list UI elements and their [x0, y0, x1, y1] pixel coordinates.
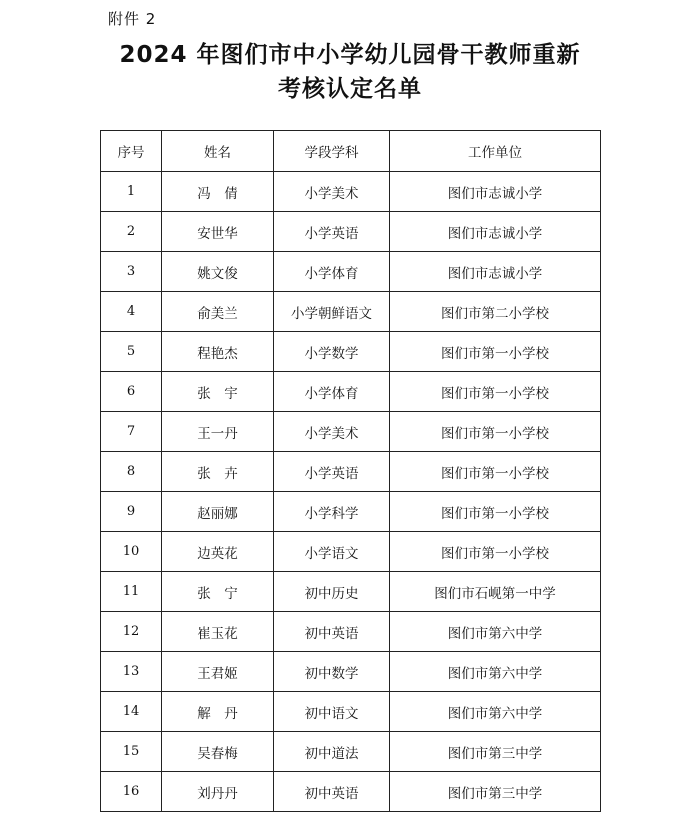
workplace: 图们市第一小学校: [390, 532, 601, 572]
teacher-name: 冯 倩: [162, 172, 274, 212]
row-index: 16: [101, 772, 162, 812]
workplace: 图们市第六中学: [390, 612, 601, 652]
subject: 小学美术: [274, 412, 390, 452]
subject: 初中语文: [274, 692, 390, 732]
subject: 小学英语: [274, 212, 390, 252]
row-index: 5: [101, 332, 162, 372]
table-row: [101, 252, 601, 292]
row-index: 7: [101, 412, 162, 452]
table-row: [101, 532, 601, 572]
table-row: [101, 652, 601, 692]
subject: 小学语文: [274, 532, 390, 572]
table-row: [101, 572, 601, 612]
subject: 小学英语: [274, 452, 390, 492]
attachment-label: 附件 2: [108, 10, 157, 28]
row-index: 11: [101, 572, 162, 612]
teacher-name: 崔玉花: [162, 612, 274, 652]
workplace: 图们市石岘第一中学: [390, 572, 601, 612]
subject: 小学体育: [274, 252, 390, 292]
subject: 小学朝鲜语文: [274, 292, 390, 332]
workplace: 图们市第三中学: [390, 772, 601, 812]
subject: 小学数学: [274, 332, 390, 372]
teacher-name: 刘丹丹: [162, 772, 274, 812]
teacher-name: 张 宁: [162, 572, 274, 612]
workplace: 图们市志诚小学: [390, 172, 601, 212]
workplace: 图们市第一小学校: [390, 452, 601, 492]
teacher-name: 边英花: [162, 532, 274, 572]
teacher-name: 安世华: [162, 212, 274, 252]
subject: 小学美术: [274, 172, 390, 212]
workplace: 图们市第一小学校: [390, 372, 601, 412]
teacher-list-table: [100, 130, 601, 812]
subject: 初中数学: [274, 652, 390, 692]
table-row: [101, 172, 601, 212]
table-row: [101, 412, 601, 452]
teacher-name: 俞美兰: [162, 292, 274, 332]
workplace: 图们市第六中学: [390, 652, 601, 692]
workplace: 图们市第三中学: [390, 732, 601, 772]
subject: 初中英语: [274, 772, 390, 812]
row-index: 8: [101, 452, 162, 492]
teacher-name: 姚文俊: [162, 252, 274, 292]
row-index: 15: [101, 732, 162, 772]
table-row: [101, 492, 601, 532]
teacher-name: 程艳杰: [162, 332, 274, 372]
teacher-name: 赵丽娜: [162, 492, 274, 532]
row-index: 14: [101, 692, 162, 732]
teacher-name: 王君姬: [162, 652, 274, 692]
workplace: 图们市志诚小学: [390, 252, 601, 292]
table-row: [101, 772, 601, 812]
row-index: 10: [101, 532, 162, 572]
table-row: [101, 292, 601, 332]
row-index: 12: [101, 612, 162, 652]
header-workplace: 工作单位: [390, 131, 601, 172]
table-header-row: [101, 131, 601, 172]
teacher-name: 王一丹: [162, 412, 274, 452]
workplace: 图们市第一小学校: [390, 412, 601, 452]
teacher-name: 张 卉: [162, 452, 274, 492]
header-name: 姓名: [162, 131, 274, 172]
row-index: 4: [101, 292, 162, 332]
subject: 初中道法: [274, 732, 390, 772]
workplace: 图们市第一小学校: [390, 332, 601, 372]
document-title-line-1: 2024 年图们市中小学幼儿园骨干教师重新: [119, 42, 581, 68]
table-row: [101, 612, 601, 652]
row-index: 13: [101, 652, 162, 692]
workplace: 图们市第二小学校: [390, 292, 601, 332]
workplace: 图们市志诚小学: [390, 212, 601, 252]
document-title-line-2: 考核认定名单: [278, 76, 422, 102]
subject: 初中历史: [274, 572, 390, 612]
row-index: 1: [101, 172, 162, 212]
workplace: 图们市第六中学: [390, 692, 601, 732]
row-index: 2: [101, 212, 162, 252]
table-row: [101, 692, 601, 732]
header-subject: 学段学科: [274, 131, 390, 172]
row-index: 3: [101, 252, 162, 292]
table-row: [101, 452, 601, 492]
subject: 初中英语: [274, 612, 390, 652]
table-row: [101, 372, 601, 412]
teacher-name: 张 宇: [162, 372, 274, 412]
workplace: 图们市第一小学校: [390, 492, 601, 532]
header-index: 序号: [101, 131, 162, 172]
teacher-name: 解 丹: [162, 692, 274, 732]
row-index: 9: [101, 492, 162, 532]
row-index: 6: [101, 372, 162, 412]
subject: 小学科学: [274, 492, 390, 532]
teacher-name: 吴春梅: [162, 732, 274, 772]
table-row: [101, 332, 601, 372]
table-row: [101, 212, 601, 252]
subject: 小学体育: [274, 372, 390, 412]
table-row: [101, 732, 601, 772]
